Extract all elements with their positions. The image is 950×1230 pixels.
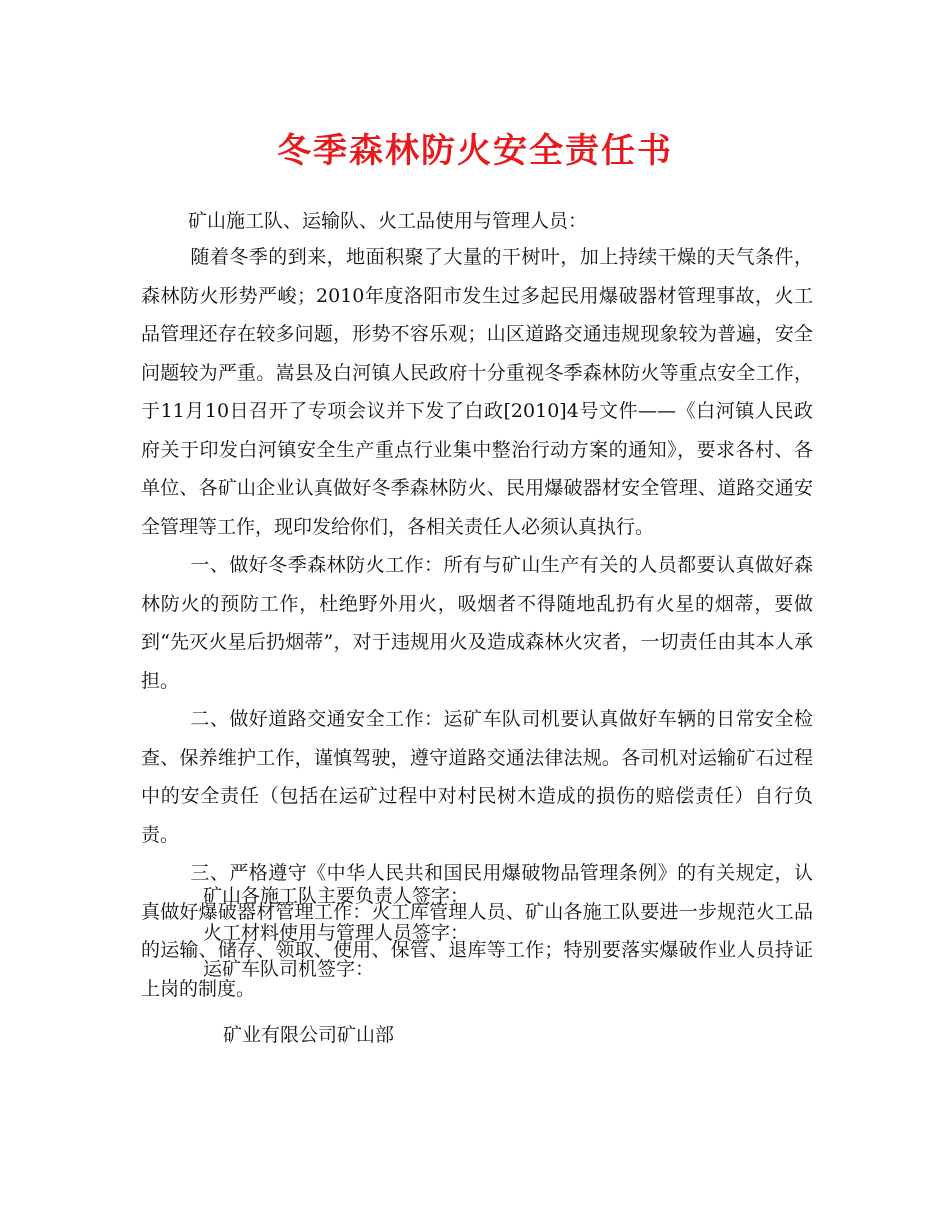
paragraph-intro: 随着冬季的到来，地面积聚了大量的干树叶，加上持续干燥的天气条件，森林防火形势严峻；2010年度洛阳市发生过多起民用爆破器材管理事故，火工品管理还存在较多问题，形势不容乐观；山区道路交通违规现象较为普遍，安全问题较为严重。嵩县及白河镇人民政府十分重视冬季森林防火等重点安全工作，于11月10日召开了专项会议并下发了白政[2010]4号文件——《白河镇人民政府关于印发白河镇安全生产重点行业集中整治行动方案的通知》，要求各村、各单位、各矿山企业认真做好冬季森林防火、民用爆破器材安全管理、道路交通安全管理等工作，现印发给你们，各相关责任人必须认真执行。 bbox=[141, 246, 813, 538]
paragraph-explosives: 三、严格遵守《中华人民共和国民用爆破物品管理条例》的有关规定，认真做好爆破器材管理工作：火工库管理人员、矿山各施工队要进一步规范火工品的运输、储存、领取、使用、保管、退库等工作；特别要落实爆破作业人员持证上岗的制度。 bbox=[141, 862, 813, 1000]
salutation: 矿山施工队、运输队、火工品使用与管理人员： bbox=[188, 210, 588, 232]
signature-line-materials-manager: 火工材料使用与管理人员签字： bbox=[203, 922, 470, 944]
signature-line-drivers: 运矿车队司机签字： bbox=[203, 958, 375, 980]
signature-line-construction-lead: 矿山各施工队主要负责人签字： bbox=[203, 885, 470, 907]
paragraph-forest-fire: 一、做好冬季森林防火工作：所有与矿山生产有关的人员都要认真做好森林防火的预防工作，杜绝野外用火，吸烟者不得随地乱扔有火星的烟蒂，要做到“先灭火星后扔烟蒂”，对于违规用火及造成森林火灾者，一切责任由其本人承担。 bbox=[141, 554, 813, 692]
issuing-organization: 矿业有限公司矿山部 bbox=[223, 1024, 395, 1046]
paragraph-road-traffic: 二、做好道路交通安全工作：运矿车队司机要认真做好车辆的日常安全检查、保养维护工作，谨慎驾驶，遵守道路交通法律法规。各司机对运输矿石过程中的安全责任（包括在运矿过程中对村民树木造成的损伤的赔偿责任）自行负责。 bbox=[141, 708, 813, 846]
document-title: 冬季森林防火安全责任书 bbox=[277, 131, 673, 171]
